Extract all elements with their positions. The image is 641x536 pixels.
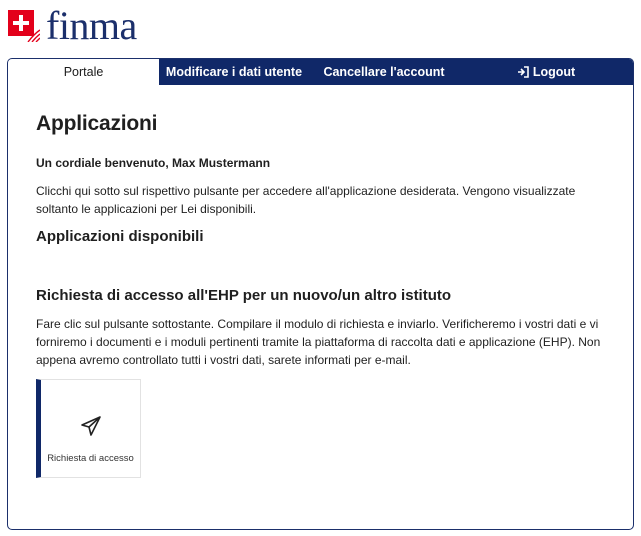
tab-delete-account[interactable]: Cancellare l'account	[323, 65, 445, 79]
swiss-flag-icon	[8, 10, 40, 42]
access-request-heading: Richiesta di accesso all'EHP per un nuovo/un altro istituto	[36, 287, 452, 304]
tab-modify-user-data[interactable]: Modificare i dati utente	[165, 65, 303, 79]
portal-frame	[7, 58, 634, 530]
available-apps-heading: Applicazioni disponibili	[36, 228, 204, 245]
logout-icon	[517, 66, 529, 78]
top-navigation	[8, 59, 633, 85]
page-title: Applicazioni	[36, 112, 158, 135]
main-content	[8, 85, 633, 478]
welcome-message: Un cordiale benvenuto, Max Mustermann	[36, 156, 271, 170]
tab-portale[interactable]: Portale	[8, 59, 159, 85]
access-request-button[interactable]	[36, 379, 141, 478]
finma-logo	[8, 3, 137, 48]
brand-name: finma	[46, 3, 137, 48]
paper-plane-icon	[79, 414, 103, 438]
logout-label: Logout	[532, 65, 576, 79]
access-request-description: Fare clic sul pulsante sottostante. Compilare il modulo di richiesta e inviarlo. Verificheremo i vostri dati e vi forniremo i documenti e i moduli pertinenti tramite la piattaforma di raccolta dati e applicazione (EHP). Non appena avremo controllato tutti i vostri dati, sarete informati per e-mail.	[36, 317, 601, 367]
access-request-label: Richiesta di accesso	[47, 453, 134, 464]
intro-text: Clicchi qui sotto sul rispettivo pulsante per accedere all'applicazione desiderata. Vengono visualizzate soltanto le applicazioni per Lei disponibili.	[36, 184, 576, 216]
tab-logout[interactable]	[459, 59, 633, 85]
